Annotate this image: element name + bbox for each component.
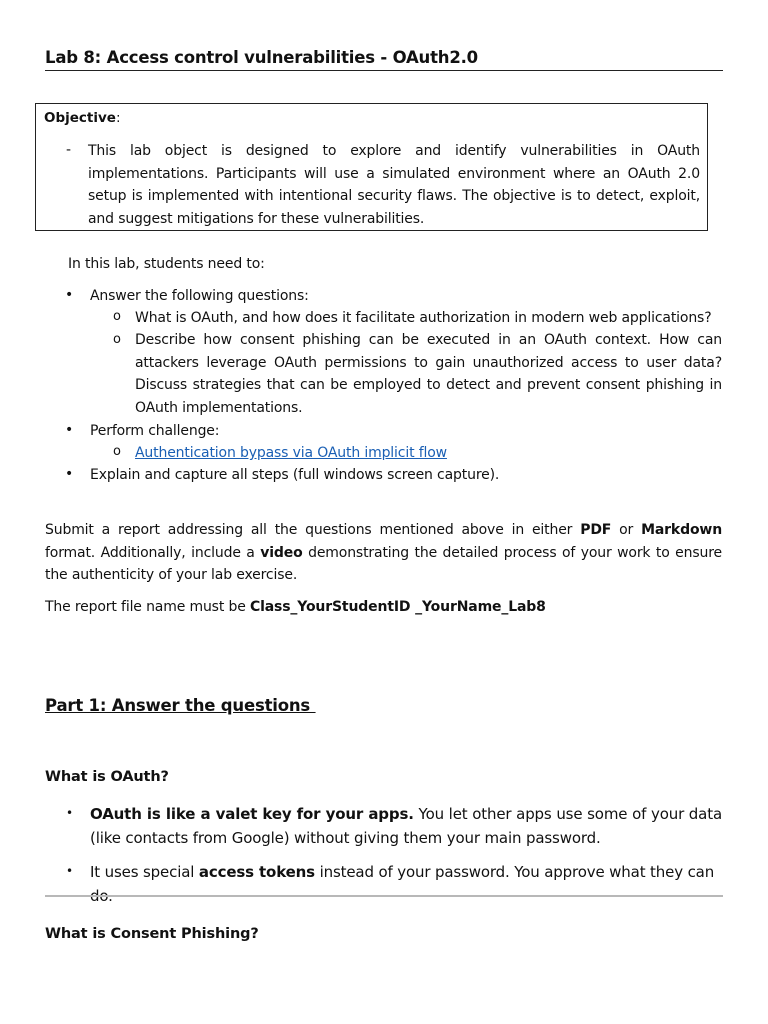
section-divider xyxy=(45,895,723,897)
objective-text: This lab object is designed to explore and identify vulnerabilities in OAuth implementations. Participants will use a simulated environment where an OAuth 2.0 setup is implemented with intentional security flaws. The objective is to detect, exploit, and suggest mitigations for these vulnerabilities. xyxy=(88,143,700,227)
sub-bullet-icon: o xyxy=(113,444,121,459)
document-title: Lab 8: Access control vulnerabilities - OAuth2.0 xyxy=(45,48,723,71)
task-answer-questions: Answer the following questions: xyxy=(90,288,309,304)
objective-box xyxy=(35,103,708,231)
bullet-icon: • xyxy=(65,466,74,482)
challenge-link[interactable]: Authentication bypass via OAuth implicit flow xyxy=(135,445,447,461)
filename-line: The report file name must be Class_YourStudentID _YourName_Lab8 xyxy=(45,599,546,615)
objective-label: Objective: xyxy=(44,110,121,126)
submit-paragraph: Submit a report addressing all the questions mentioned above in either PDF or Markdown format. Additionally, include a video demonstrating the detailed process of your work to ensure the authenticity of your lab exercise. xyxy=(45,522,723,583)
oauth-bullet-2: It uses special access tokens instead of your password. You approve what they can do. xyxy=(90,863,715,905)
bullet-icon: • xyxy=(65,422,74,438)
objective-dash: - xyxy=(66,142,72,158)
question-item: Describe how consent phishing can be executed in an OAuth context. How can attackers leverage OAuth permissions to gain unauthorized access to user data? Discuss strategies that can be employed to detect and prevent consent phishing in OAuth implementations. xyxy=(135,332,722,416)
oauth-bullet-1: OAuth is like a valet key for your apps. You let other apps use some of your data (like contacts from Google) without giving them your main password. xyxy=(90,805,722,847)
sub-bullet-icon: o xyxy=(113,309,121,324)
part1-heading: Part 1: Answer the questions xyxy=(45,696,316,715)
task-perform-challenge: Perform challenge: xyxy=(90,423,220,439)
consent-phishing-heading: What is Consent Phishing? xyxy=(45,926,259,942)
question-item: What is OAuth, and how does it facilitate authorization in modern web applications? xyxy=(135,310,712,326)
bullet-icon: • xyxy=(65,287,74,303)
bullet-icon: • xyxy=(66,806,74,820)
bullet-icon: • xyxy=(66,864,74,878)
task-explain-capture: Explain and capture all steps (full windows screen capture). xyxy=(90,467,500,483)
oauth-heading: What is OAuth? xyxy=(45,769,169,785)
sub-bullet-icon: o xyxy=(113,332,121,347)
intro-text: In this lab, students need to: xyxy=(68,256,265,272)
